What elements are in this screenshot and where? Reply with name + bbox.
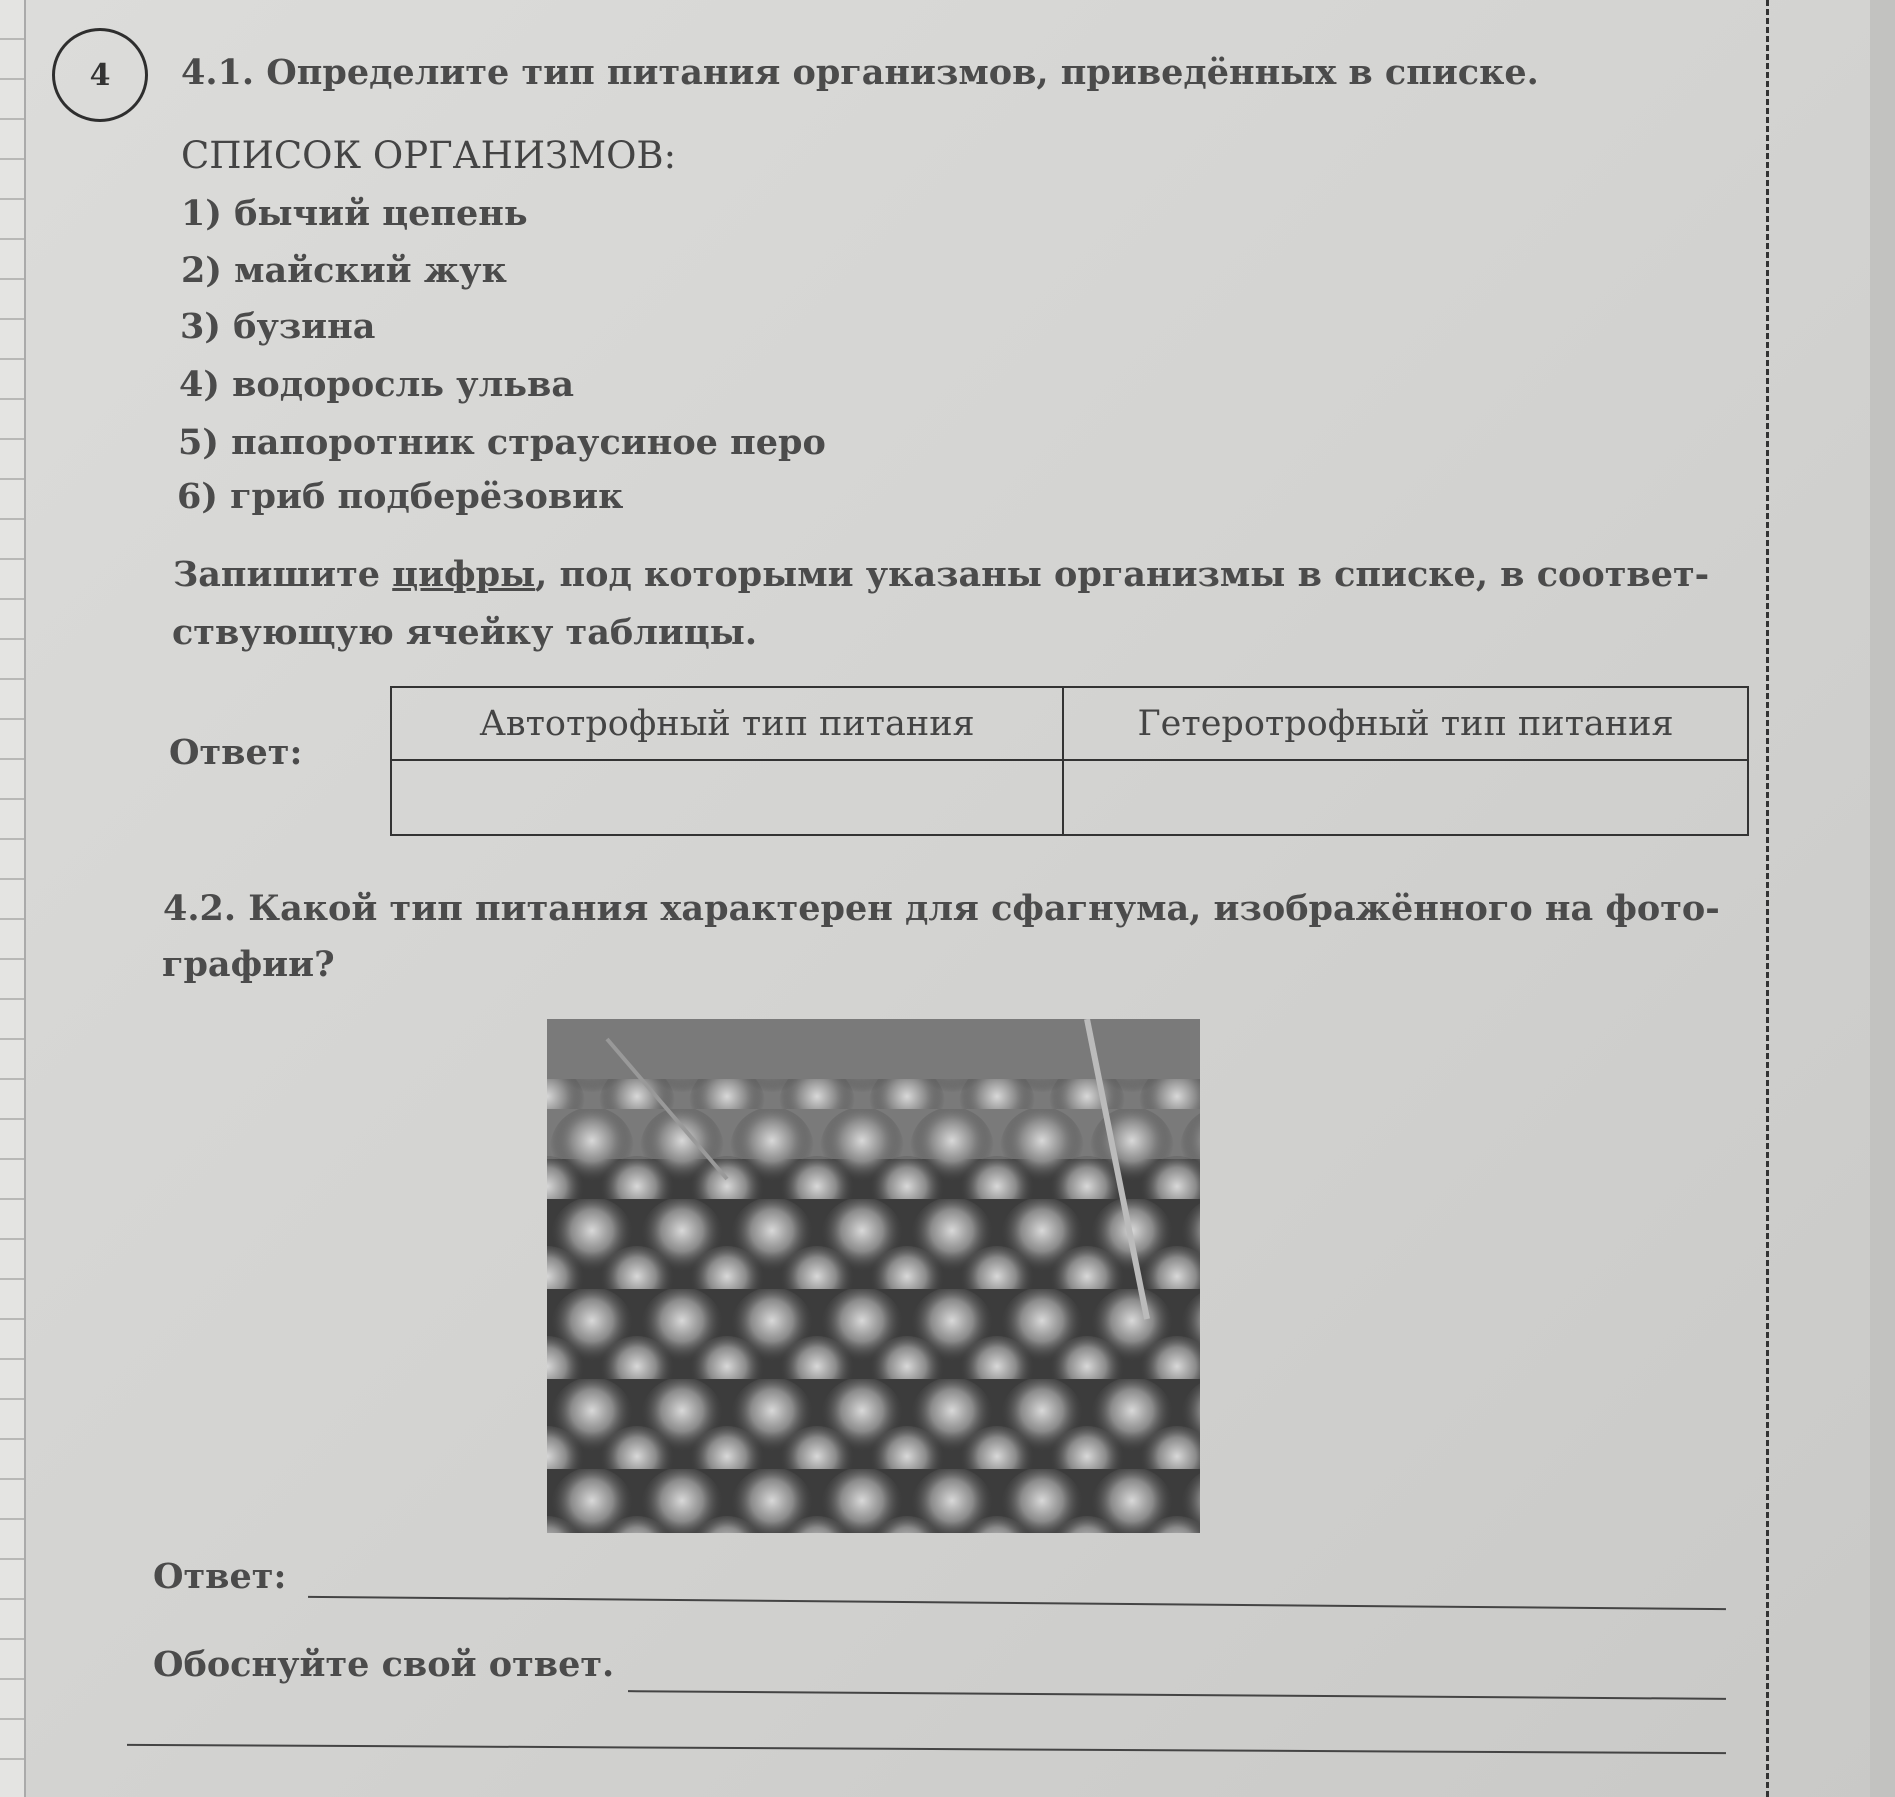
list-item: 6) гриб подберёзовик [177, 476, 624, 517]
answer-label-2: Ответ: [153, 1556, 287, 1597]
header-autotrophic: Автотрофный тип питания [391, 687, 1063, 760]
list-item: 3) бузина [180, 306, 376, 347]
list-item: 2) майский жук [181, 250, 507, 291]
part2-question-line1: 4.2. Какой тип питания характерен для сфагнума, изображённого на фото- [163, 888, 1720, 929]
adjacent-page-edge [1870, 0, 1895, 1797]
list-header: СПИСОК ОРГАНИЗМОВ: [181, 134, 677, 177]
answer-line[interactable] [308, 1596, 1726, 1610]
autotrophic-answer-cell[interactable] [391, 760, 1063, 835]
heterotrophic-answer-cell[interactable] [1063, 760, 1748, 835]
instruction-line2: ствующую ячейку таблицы. [172, 612, 758, 653]
justify-label: Обоснуйте свой ответ. [153, 1644, 615, 1685]
instruction-text: , под которыми указаны организмы в списке, в соответ- [535, 554, 1710, 595]
part2-question-line2: графии? [162, 944, 335, 985]
instruction-emphasis: цифры [392, 554, 536, 595]
lined-paper-margin [0, 0, 26, 1797]
task-number-circle [52, 28, 148, 122]
part1-title: 4.1. Определите тип питания организмов, приведённых в списке. [181, 52, 1539, 93]
list-item: 5) папоротник страусиное перо [178, 422, 826, 463]
justification-line-2[interactable] [127, 1744, 1726, 1754]
header-heterotrophic: Гетеротрофный тип питания [1063, 687, 1748, 760]
answer-label-1: Ответ: [169, 732, 303, 773]
answer-table [390, 686, 1749, 836]
list-item: 1) бычий цепень [181, 193, 528, 234]
cut-line [1766, 0, 1769, 1797]
instruction-text: Запишите [173, 554, 393, 595]
sphagnum-photo [547, 1019, 1200, 1533]
instruction-line1 [173, 554, 1709, 595]
list-item: 4) водоросль ульва [179, 364, 575, 405]
justification-line-1[interactable] [628, 1690, 1726, 1700]
task-number: 4 [89, 57, 111, 93]
